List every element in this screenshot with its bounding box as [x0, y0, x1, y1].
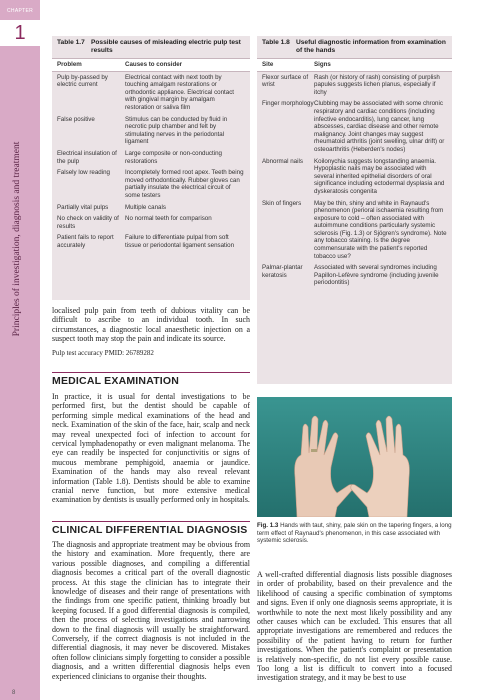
cell-causes: Stimulus can be conducted by fluid in necrotic pulp chamber and felt by stimulating nerves in the periodontal ligament [125, 115, 228, 146]
table-title: Useful diagnostic information from examination of the hands [296, 39, 446, 54]
cell-causes: No normal teeth for comparison [125, 215, 212, 223]
cell-site: Flexor surface of wrist [262, 73, 309, 89]
heading-medical-examination: MEDICAL EXAMINATION [52, 375, 180, 387]
table-caption [52, 36, 250, 58]
cell-problem: Partially vital pulps [57, 203, 109, 211]
table-title: Possible causes of misleading electric pulp test results [91, 39, 241, 54]
cell-signs: Rash (or history of rash) consisting of purplish papules suggests lichen planus, especially if itchy [314, 73, 440, 96]
table-row [52, 213, 250, 232]
column-header-causes: Causes to consider [125, 61, 183, 68]
column-header-signs: Signs [314, 61, 331, 68]
cell-causes: Large composite or non-conducting restorations [125, 149, 222, 165]
table-row [52, 114, 250, 148]
cell-site: Palmar-plantar keratosis [262, 264, 303, 279]
pmid-reference: Pulp test accuracy PMID: 26789282 [52, 349, 154, 357]
table-1-7 [52, 36, 250, 300]
table-row [257, 156, 452, 198]
table-number: Table 1.7 [57, 39, 85, 46]
cell-site: Finger morphology [262, 100, 314, 108]
figure-caption [257, 522, 452, 545]
table-row [257, 198, 452, 263]
paragraph-differential-diagnosis: The diagnosis and appropriate treatment may be obvious from the history and examination. More frequently, there are various possible diagnoses, and compiling a differential diagnosis becomes a critical part of the overall diagnostic process. At this stage the clinician has to integrate their knowledge of diseases and their range of presentations with the findings from one specific patient, thinking broadly but keeping focused. If a good differential diagnosis is compiled, then the process of selecting investigations and narrowing down to the final diagnosis will usually be straightforward. Conversely, if the correct diagnosis is not included in the differential diagnosis, it may never be discovered. Mistakes often follow clinicians simply forgetting to consider a possible diagnosis, and a written differential diagnosis helps even experienced clinicians to organise their thoughts. [52, 540, 250, 681]
cell-causes: Incompletely formed root apex. Teeth being moved orthodontically. Rubber gloves can partially insulate the electrical circuit of some testers [125, 169, 244, 199]
cell-problem: Patient fails to report accurately [57, 234, 114, 249]
cell-problem: Pulp by-passed by electric current [57, 73, 108, 89]
cell-problem: No check on validity of results [57, 215, 119, 230]
table-row [257, 262, 452, 289]
column-header-site: Site [262, 61, 274, 68]
paragraph-medical-examination: In practice, it is usual for dental investigations to be performed first, but the dentist should be capable of performing simple medical examinations of the head and neck. Examination of the skin of the face, hair, scalp and neck may reveal unexpected foci of infection to account for cervical lymphadenopathy or even malignant melanoma. The eye can readily be inspected for conjunctivitis or signs of mucous membrane pemphigoid, anaemia or jaundice. Examination of the hands may also reveal relevant information (Table 1.8). Dentists should be able to examine cranial nerve function, but more extensive medical examination by dentists is usually performed only in hospitals. [52, 392, 250, 505]
figure-label: Fig. 1.3 [257, 522, 279, 529]
table-header-row [257, 58, 452, 72]
cell-causes: Failure to differentiate pulpal from soft tissue or periodontal ligament sensation [125, 234, 235, 249]
table-header-row [52, 58, 250, 72]
table-row [52, 167, 250, 201]
running-head: Principles of investigation, diagnosis and treatment [12, 141, 22, 337]
cell-problem: Falsely low reading [57, 169, 110, 177]
heading-clinical-differential-diagnosis: CLINICAL DIFFERENTIAL DIAGNOSIS [52, 524, 248, 536]
cell-problem: False positive [57, 115, 95, 123]
cell-signs: Clubbing may be associated with some chronic respiratory and cardiac conditions (including infective endocarditis), lung cancer, lung abscesses, cardiac disease and other remote malignancy. Joint changes may suggest rheumatoid arthritis (joint swelling, ulnar drift) or osteoarthritis (Heberden's nodes) [314, 100, 445, 153]
section-divider [52, 521, 250, 522]
table-caption [257, 36, 452, 58]
table-row [52, 202, 250, 214]
cell-problem: Electrical insulation of the pulp [57, 149, 117, 165]
figure-caption-text: Hands with taut, shiny, pale skin on the tapering fingers, a long term effect of Raynaud's phenomenon, in this case associated with systemic sclerosis. [257, 522, 452, 545]
ring [311, 449, 317, 452]
cell-site: Skin of fingers [262, 199, 302, 207]
cell-signs: Associated with several syndromes including Papillon-Lefèvre syndrome (including juvenile periodontitis) [314, 264, 439, 287]
chapter-sidebar [0, 0, 40, 700]
page-number: 8 [12, 690, 16, 696]
paragraph-differential-list: A well-crafted differential diagnosis lists possible diagnoses in order of probability, based on their prevalence and the likelihood of causing a specific combination of symptoms and signs. Even if only one diagnosis seems appropriate, it is worthwhile to note the next most likely possibility and any other causes which can be excluded. This ensures that all appropriate investigations are remembered and reduces the possibility of the patient having to return for further investigations. When the patient's complaint or presentation is relatively non-specific, do not list every possible cause. Too long a list is difficult to convert into a focused investigation strategy, and it may be best to use [257, 570, 452, 683]
table-1-8 [257, 36, 452, 384]
section-divider [52, 372, 250, 373]
cell-causes: Multiple canals [125, 203, 166, 211]
chapter-label: CHAPTER [7, 8, 33, 14]
figure-hands-photo [257, 397, 452, 517]
cell-signs: May be thin, shiny and white in Raynaud's phenomenon (perioral ischaemia resulting from exposure to cold – often associated with autoimmune conditions particularly systemic sclerosis (Fig. 1.3) or Sjögren's syndrome). Note any tobacco staining. Is the degree commensurate with the patient's reported tobacco use? [314, 199, 447, 260]
table-row [52, 232, 250, 251]
cell-causes: Electrical contact with next tooth by touching amalgam restorations or orthodontic appliance. Electrical contact with gingival margin by amalgam restoration or saliva film [125, 73, 235, 111]
chapter-number: 1 [0, 20, 40, 46]
cell-signs: Koilonychia suggests longstanding anaemia. Hypoplastic nails may be associated with several inherited epithelial disorders of oral significance including ectodermal dysplasia and dyskeratosis congenita [314, 157, 445, 195]
table-row [257, 72, 452, 99]
cell-site: Abnormal nails [262, 157, 303, 165]
paragraph-pulp-pain: localised pulp pain from teeth of dubious vitality can be difficult to ascribe to an individual tooth. In such circumstances, a diagnostic local anaesthetic injection on a suspect tooth may stop the pain and indicate its source. [52, 306, 250, 344]
table-row [52, 72, 250, 114]
table-row [257, 98, 452, 155]
table-number: Table 1.8 [262, 39, 290, 46]
column-header-problem: Problem [57, 61, 82, 68]
hands-illustration [257, 397, 452, 517]
table-row [52, 148, 250, 167]
